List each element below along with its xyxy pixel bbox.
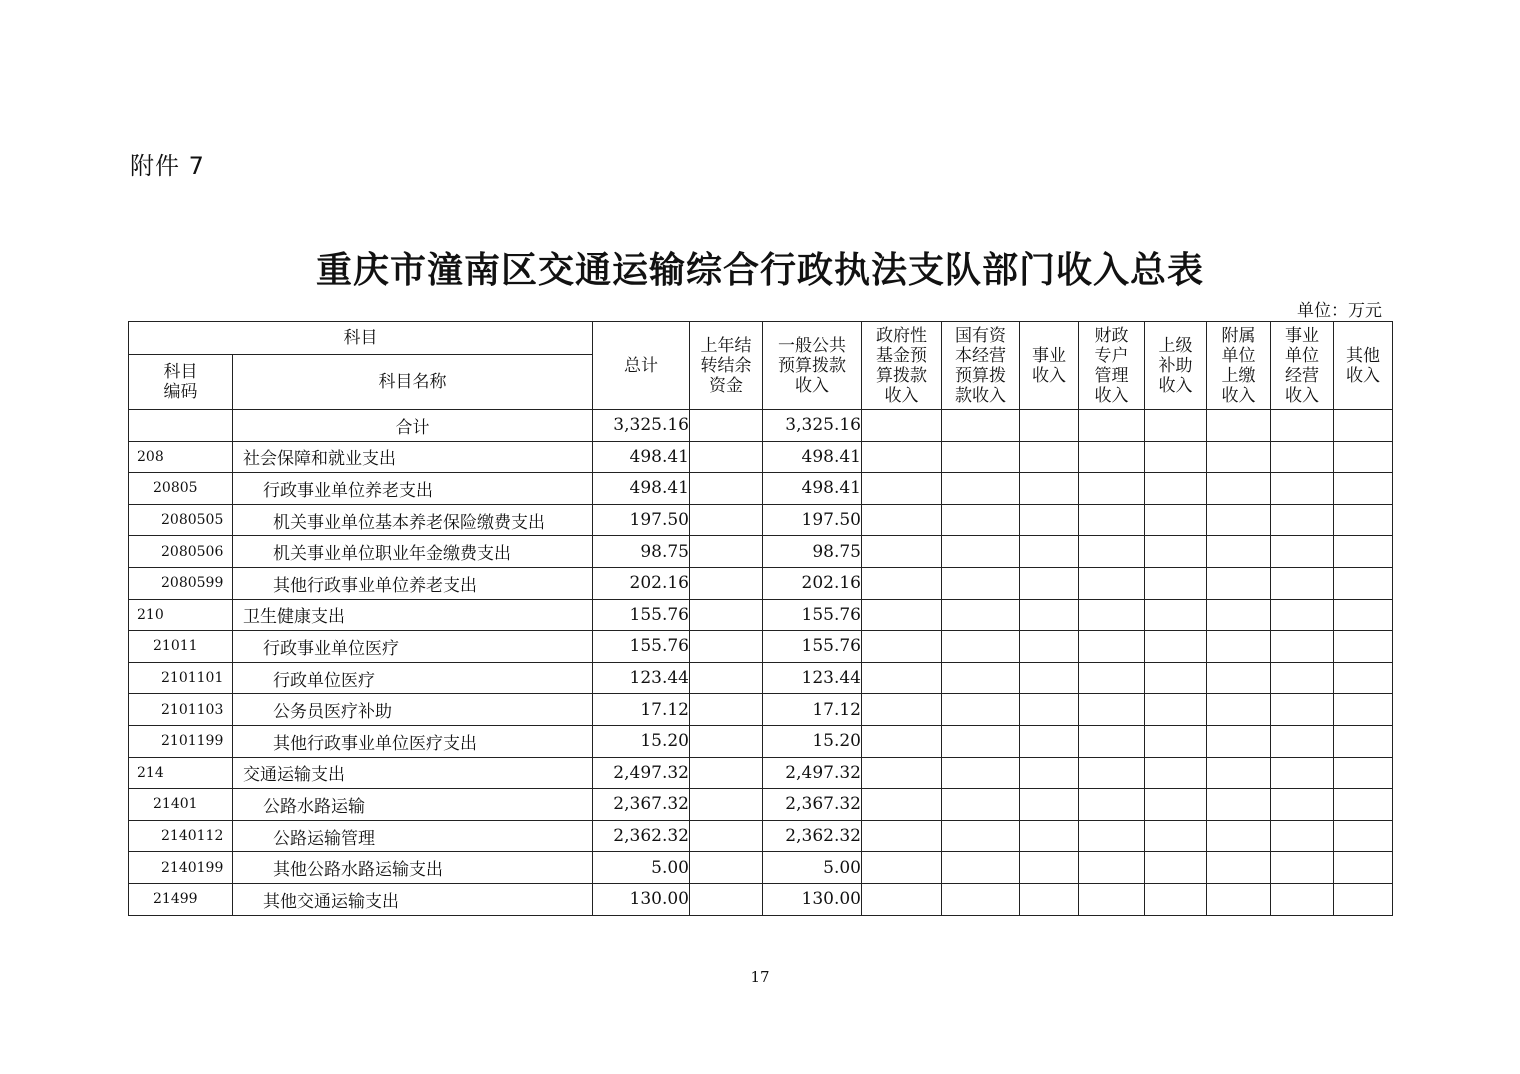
subject-name: 机关事业单位职业年金缴费支出 bbox=[233, 536, 593, 568]
total-code bbox=[129, 410, 233, 442]
empty-cell bbox=[942, 631, 1020, 663]
subject-code: 210 bbox=[129, 599, 233, 631]
empty-cell bbox=[1020, 725, 1079, 757]
empty-cell bbox=[1334, 441, 1393, 473]
subject-code: 2140199 bbox=[129, 852, 233, 884]
empty-cell bbox=[1207, 536, 1271, 568]
subject-code: 2080505 bbox=[129, 504, 233, 536]
empty-cell bbox=[862, 694, 942, 726]
carryover-amount bbox=[690, 631, 763, 663]
empty-cell bbox=[1079, 789, 1145, 821]
header-other-income: 其他 收入 bbox=[1334, 322, 1393, 410]
empty-cell bbox=[1020, 757, 1079, 789]
unit-label: 单位：万元 bbox=[1297, 301, 1382, 321]
subject-name: 行政单位医疗 bbox=[233, 662, 593, 694]
empty-cell bbox=[1020, 694, 1079, 726]
empty-cell bbox=[862, 504, 942, 536]
empty-cell bbox=[1271, 852, 1334, 884]
empty-cell bbox=[942, 789, 1020, 821]
subject-name: 社会保障和就业支出 bbox=[233, 441, 593, 473]
general-budget-amount: 2,497.32 bbox=[763, 757, 862, 789]
header-general-budget: 一般公共 预算拨款 收入 bbox=[763, 322, 862, 410]
total-amount: 2,367.32 bbox=[593, 789, 690, 821]
empty-cell bbox=[862, 789, 942, 821]
total-amount: 498.41 bbox=[593, 473, 690, 505]
total-label: 合计 bbox=[233, 410, 593, 442]
empty-cell bbox=[1020, 599, 1079, 631]
empty-cell bbox=[1020, 567, 1079, 599]
empty-cell bbox=[862, 662, 942, 694]
subject-code: 21401 bbox=[129, 789, 233, 821]
empty-cell bbox=[942, 441, 1020, 473]
empty-cell bbox=[1079, 820, 1145, 852]
subject-name: 行政事业单位医疗 bbox=[233, 631, 593, 663]
carryover-amount bbox=[690, 441, 763, 473]
header-total: 总计 bbox=[593, 322, 690, 410]
empty-cell bbox=[862, 599, 942, 631]
total-amount: 130.00 bbox=[593, 883, 690, 915]
empty-cell bbox=[1079, 473, 1145, 505]
empty-cell bbox=[1334, 852, 1393, 884]
empty-cell bbox=[1020, 504, 1079, 536]
subject-name: 其他行政事业单位养老支出 bbox=[233, 567, 593, 599]
empty-cell bbox=[942, 504, 1020, 536]
general-budget-amount: 197.50 bbox=[763, 504, 862, 536]
empty-cell bbox=[1271, 567, 1334, 599]
empty-cell bbox=[1079, 662, 1145, 694]
empty-cell bbox=[1334, 662, 1393, 694]
empty-cell bbox=[1020, 852, 1079, 884]
header-business-operation: 事业 单位 经营 收入 bbox=[1271, 322, 1334, 410]
total-amount: 98.75 bbox=[593, 536, 690, 568]
general-budget-amount: 202.16 bbox=[763, 567, 862, 599]
empty-cell bbox=[1207, 410, 1271, 442]
income-summary-table bbox=[128, 321, 1393, 916]
empty-cell bbox=[1079, 694, 1145, 726]
general-budget-amount: 15.20 bbox=[763, 725, 862, 757]
general-budget-amount: 2,367.32 bbox=[763, 789, 862, 821]
table-row bbox=[129, 757, 1393, 789]
empty-cell bbox=[1079, 567, 1145, 599]
empty-cell bbox=[862, 757, 942, 789]
empty-cell bbox=[1145, 725, 1207, 757]
general-budget-amount: 98.75 bbox=[763, 536, 862, 568]
empty-cell bbox=[1207, 504, 1271, 536]
empty-cell bbox=[1207, 820, 1271, 852]
empty-cell bbox=[1271, 725, 1334, 757]
empty-cell bbox=[1079, 441, 1145, 473]
carryover-amount bbox=[690, 473, 763, 505]
empty-cell bbox=[1020, 473, 1079, 505]
empty-cell bbox=[1271, 473, 1334, 505]
empty-cell bbox=[1145, 599, 1207, 631]
page-number: 17 bbox=[750, 968, 770, 986]
empty-cell bbox=[1334, 820, 1393, 852]
empty-cell bbox=[1334, 473, 1393, 505]
subject-code: 2101103 bbox=[129, 694, 233, 726]
general-budget-amount: 5.00 bbox=[763, 852, 862, 884]
total-amount: 2,497.32 bbox=[593, 757, 690, 789]
carryover-amount bbox=[690, 852, 763, 884]
table-row bbox=[129, 820, 1393, 852]
empty-cell bbox=[1271, 694, 1334, 726]
table-row bbox=[129, 599, 1393, 631]
empty-cell bbox=[1207, 852, 1271, 884]
subject-code: 2140112 bbox=[129, 820, 233, 852]
empty-cell bbox=[1207, 789, 1271, 821]
empty-cell bbox=[1334, 536, 1393, 568]
header-carryover: 上年结 转结余 资金 bbox=[690, 322, 763, 410]
empty-cell bbox=[1271, 883, 1334, 915]
table-row bbox=[129, 536, 1393, 568]
header-subject-code: 科目 编码 bbox=[129, 355, 233, 410]
empty-cell bbox=[862, 410, 942, 442]
empty-cell bbox=[942, 725, 1020, 757]
empty-cell bbox=[1334, 883, 1393, 915]
subject-name: 公务员医疗补助 bbox=[233, 694, 593, 726]
empty-cell bbox=[942, 820, 1020, 852]
subject-code: 2080599 bbox=[129, 567, 233, 599]
empty-cell bbox=[1079, 757, 1145, 789]
carryover-amount bbox=[690, 504, 763, 536]
empty-cell bbox=[1334, 757, 1393, 789]
empty-cell bbox=[1271, 599, 1334, 631]
table-row bbox=[129, 694, 1393, 726]
empty-cell bbox=[1020, 662, 1079, 694]
empty-cell bbox=[1020, 536, 1079, 568]
empty-cell bbox=[1079, 852, 1145, 884]
empty-cell bbox=[1079, 504, 1145, 536]
empty-cell bbox=[942, 473, 1020, 505]
total-general-budget: 3,325.16 bbox=[763, 410, 862, 442]
empty-cell bbox=[1207, 725, 1271, 757]
empty-cell bbox=[942, 567, 1020, 599]
empty-cell bbox=[1079, 725, 1145, 757]
carryover-amount bbox=[690, 694, 763, 726]
total-amount: 155.76 bbox=[593, 631, 690, 663]
empty-cell bbox=[1271, 820, 1334, 852]
table-row bbox=[129, 789, 1393, 821]
empty-cell bbox=[1207, 441, 1271, 473]
empty-cell bbox=[1145, 567, 1207, 599]
empty-cell bbox=[862, 536, 942, 568]
empty-cell bbox=[1145, 473, 1207, 505]
empty-cell bbox=[1271, 410, 1334, 442]
empty-cell bbox=[1334, 631, 1393, 663]
empty-cell bbox=[1271, 757, 1334, 789]
header-superior-subsidy: 上级 补助 收入 bbox=[1145, 322, 1207, 410]
table-row bbox=[129, 441, 1393, 473]
table-row bbox=[129, 662, 1393, 694]
empty-cell bbox=[1020, 441, 1079, 473]
subject-name: 公路运输管理 bbox=[233, 820, 593, 852]
table-row bbox=[129, 725, 1393, 757]
empty-cell bbox=[1145, 852, 1207, 884]
carryover-amount bbox=[690, 820, 763, 852]
total-amount: 3,325.16 bbox=[593, 410, 690, 442]
general-budget-amount: 2,362.32 bbox=[763, 820, 862, 852]
header-subject-name: 科目名称 bbox=[233, 355, 593, 410]
subject-name: 卫生健康支出 bbox=[233, 599, 593, 631]
carryover-amount bbox=[690, 789, 763, 821]
table-row bbox=[129, 852, 1393, 884]
empty-cell bbox=[1271, 789, 1334, 821]
empty-cell bbox=[862, 725, 942, 757]
total-amount: 5.00 bbox=[593, 852, 690, 884]
empty-cell bbox=[1207, 757, 1271, 789]
carryover-amount bbox=[690, 599, 763, 631]
empty-cell bbox=[942, 662, 1020, 694]
subject-name: 机关事业单位基本养老保险缴费支出 bbox=[233, 504, 593, 536]
total-amount: 123.44 bbox=[593, 662, 690, 694]
empty-cell bbox=[1020, 789, 1079, 821]
header-affiliated-unit: 附属 单位 上缴 收入 bbox=[1207, 322, 1271, 410]
header-business-income: 事业 收入 bbox=[1020, 322, 1079, 410]
total-amount: 2,362.32 bbox=[593, 820, 690, 852]
total-amount: 15.20 bbox=[593, 725, 690, 757]
total-amount: 498.41 bbox=[593, 441, 690, 473]
empty-cell bbox=[1079, 536, 1145, 568]
empty-cell bbox=[1334, 725, 1393, 757]
empty-cell bbox=[1271, 504, 1334, 536]
empty-cell bbox=[1207, 567, 1271, 599]
subject-code: 2080506 bbox=[129, 536, 233, 568]
header-gov-fund: 政府性 基金预 算拨款 收入 bbox=[862, 322, 942, 410]
general-budget-amount: 498.41 bbox=[763, 441, 862, 473]
empty-cell bbox=[1334, 504, 1393, 536]
table-row bbox=[129, 567, 1393, 599]
subject-code: 214 bbox=[129, 757, 233, 789]
table-row bbox=[129, 504, 1393, 536]
empty-cell bbox=[942, 883, 1020, 915]
empty-cell bbox=[1334, 789, 1393, 821]
empty-cell bbox=[942, 536, 1020, 568]
empty-cell bbox=[1145, 504, 1207, 536]
general-budget-amount: 498.41 bbox=[763, 473, 862, 505]
empty-cell bbox=[1207, 473, 1271, 505]
subject-code: 208 bbox=[129, 441, 233, 473]
table-row bbox=[129, 631, 1393, 663]
empty-cell bbox=[1207, 883, 1271, 915]
total-amount: 197.50 bbox=[593, 504, 690, 536]
empty-cell bbox=[1020, 631, 1079, 663]
subject-code: 20805 bbox=[129, 473, 233, 505]
subject-name: 其他行政事业单位医疗支出 bbox=[233, 725, 593, 757]
total-row bbox=[129, 410, 1393, 442]
empty-cell bbox=[1145, 441, 1207, 473]
general-budget-amount: 155.76 bbox=[763, 599, 862, 631]
subject-name: 公路水路运输 bbox=[233, 789, 593, 821]
subject-name: 其他公路水路运输支出 bbox=[233, 852, 593, 884]
subject-name: 行政事业单位养老支出 bbox=[233, 473, 593, 505]
carryover-amount bbox=[690, 662, 763, 694]
empty-cell bbox=[1334, 410, 1393, 442]
carryover-amount bbox=[690, 757, 763, 789]
empty-cell bbox=[942, 852, 1020, 884]
total-carryover bbox=[690, 410, 763, 442]
carryover-amount bbox=[690, 567, 763, 599]
empty-cell bbox=[862, 631, 942, 663]
general-budget-amount: 130.00 bbox=[763, 883, 862, 915]
subject-code: 21499 bbox=[129, 883, 233, 915]
empty-cell bbox=[1271, 536, 1334, 568]
empty-cell bbox=[1271, 631, 1334, 663]
empty-cell bbox=[862, 567, 942, 599]
empty-cell bbox=[1145, 536, 1207, 568]
empty-cell bbox=[1020, 820, 1079, 852]
general-budget-amount: 155.76 bbox=[763, 631, 862, 663]
header-subject: 科目 bbox=[129, 322, 593, 355]
empty-cell bbox=[942, 599, 1020, 631]
attachment-label: 附件 7 bbox=[130, 152, 205, 180]
empty-cell bbox=[1079, 631, 1145, 663]
header-state-capital: 国有资 本经营 预算拨 款收入 bbox=[942, 322, 1020, 410]
subject-name: 交通运输支出 bbox=[233, 757, 593, 789]
empty-cell bbox=[1145, 694, 1207, 726]
empty-cell bbox=[942, 757, 1020, 789]
empty-cell bbox=[1207, 599, 1271, 631]
empty-cell bbox=[1334, 599, 1393, 631]
empty-cell bbox=[1271, 662, 1334, 694]
empty-cell bbox=[862, 441, 942, 473]
general-budget-amount: 17.12 bbox=[763, 694, 862, 726]
empty-cell bbox=[1271, 441, 1334, 473]
empty-cell bbox=[1207, 631, 1271, 663]
empty-cell bbox=[1145, 820, 1207, 852]
header-fiscal-special: 财政 专户 管理 收入 bbox=[1079, 322, 1145, 410]
empty-cell bbox=[1145, 883, 1207, 915]
empty-cell bbox=[1079, 883, 1145, 915]
total-amount: 155.76 bbox=[593, 599, 690, 631]
page-title: 重庆市潼南区交通运输综合行政执法支队部门收入总表 bbox=[315, 250, 1204, 291]
carryover-amount bbox=[690, 536, 763, 568]
subject-code: 2101199 bbox=[129, 725, 233, 757]
subject-code: 2101101 bbox=[129, 662, 233, 694]
table-row bbox=[129, 473, 1393, 505]
empty-cell bbox=[862, 852, 942, 884]
carryover-amount bbox=[690, 725, 763, 757]
empty-cell bbox=[1334, 694, 1393, 726]
empty-cell bbox=[1145, 757, 1207, 789]
empty-cell bbox=[862, 473, 942, 505]
empty-cell bbox=[862, 883, 942, 915]
empty-cell bbox=[942, 694, 1020, 726]
empty-cell bbox=[942, 410, 1020, 442]
total-amount: 17.12 bbox=[593, 694, 690, 726]
empty-cell bbox=[1207, 662, 1271, 694]
empty-cell bbox=[1207, 694, 1271, 726]
empty-cell bbox=[1145, 662, 1207, 694]
empty-cell bbox=[1079, 410, 1145, 442]
subject-name: 其他交通运输支出 bbox=[233, 883, 593, 915]
carryover-amount bbox=[690, 883, 763, 915]
empty-cell bbox=[1145, 410, 1207, 442]
total-amount: 202.16 bbox=[593, 567, 690, 599]
table-row bbox=[129, 883, 1393, 915]
general-budget-amount: 123.44 bbox=[763, 662, 862, 694]
empty-cell bbox=[1145, 789, 1207, 821]
empty-cell bbox=[1145, 631, 1207, 663]
empty-cell bbox=[862, 820, 942, 852]
empty-cell bbox=[1334, 567, 1393, 599]
empty-cell bbox=[1020, 410, 1079, 442]
empty-cell bbox=[1079, 599, 1145, 631]
empty-cell bbox=[1020, 883, 1079, 915]
subject-code: 21011 bbox=[129, 631, 233, 663]
